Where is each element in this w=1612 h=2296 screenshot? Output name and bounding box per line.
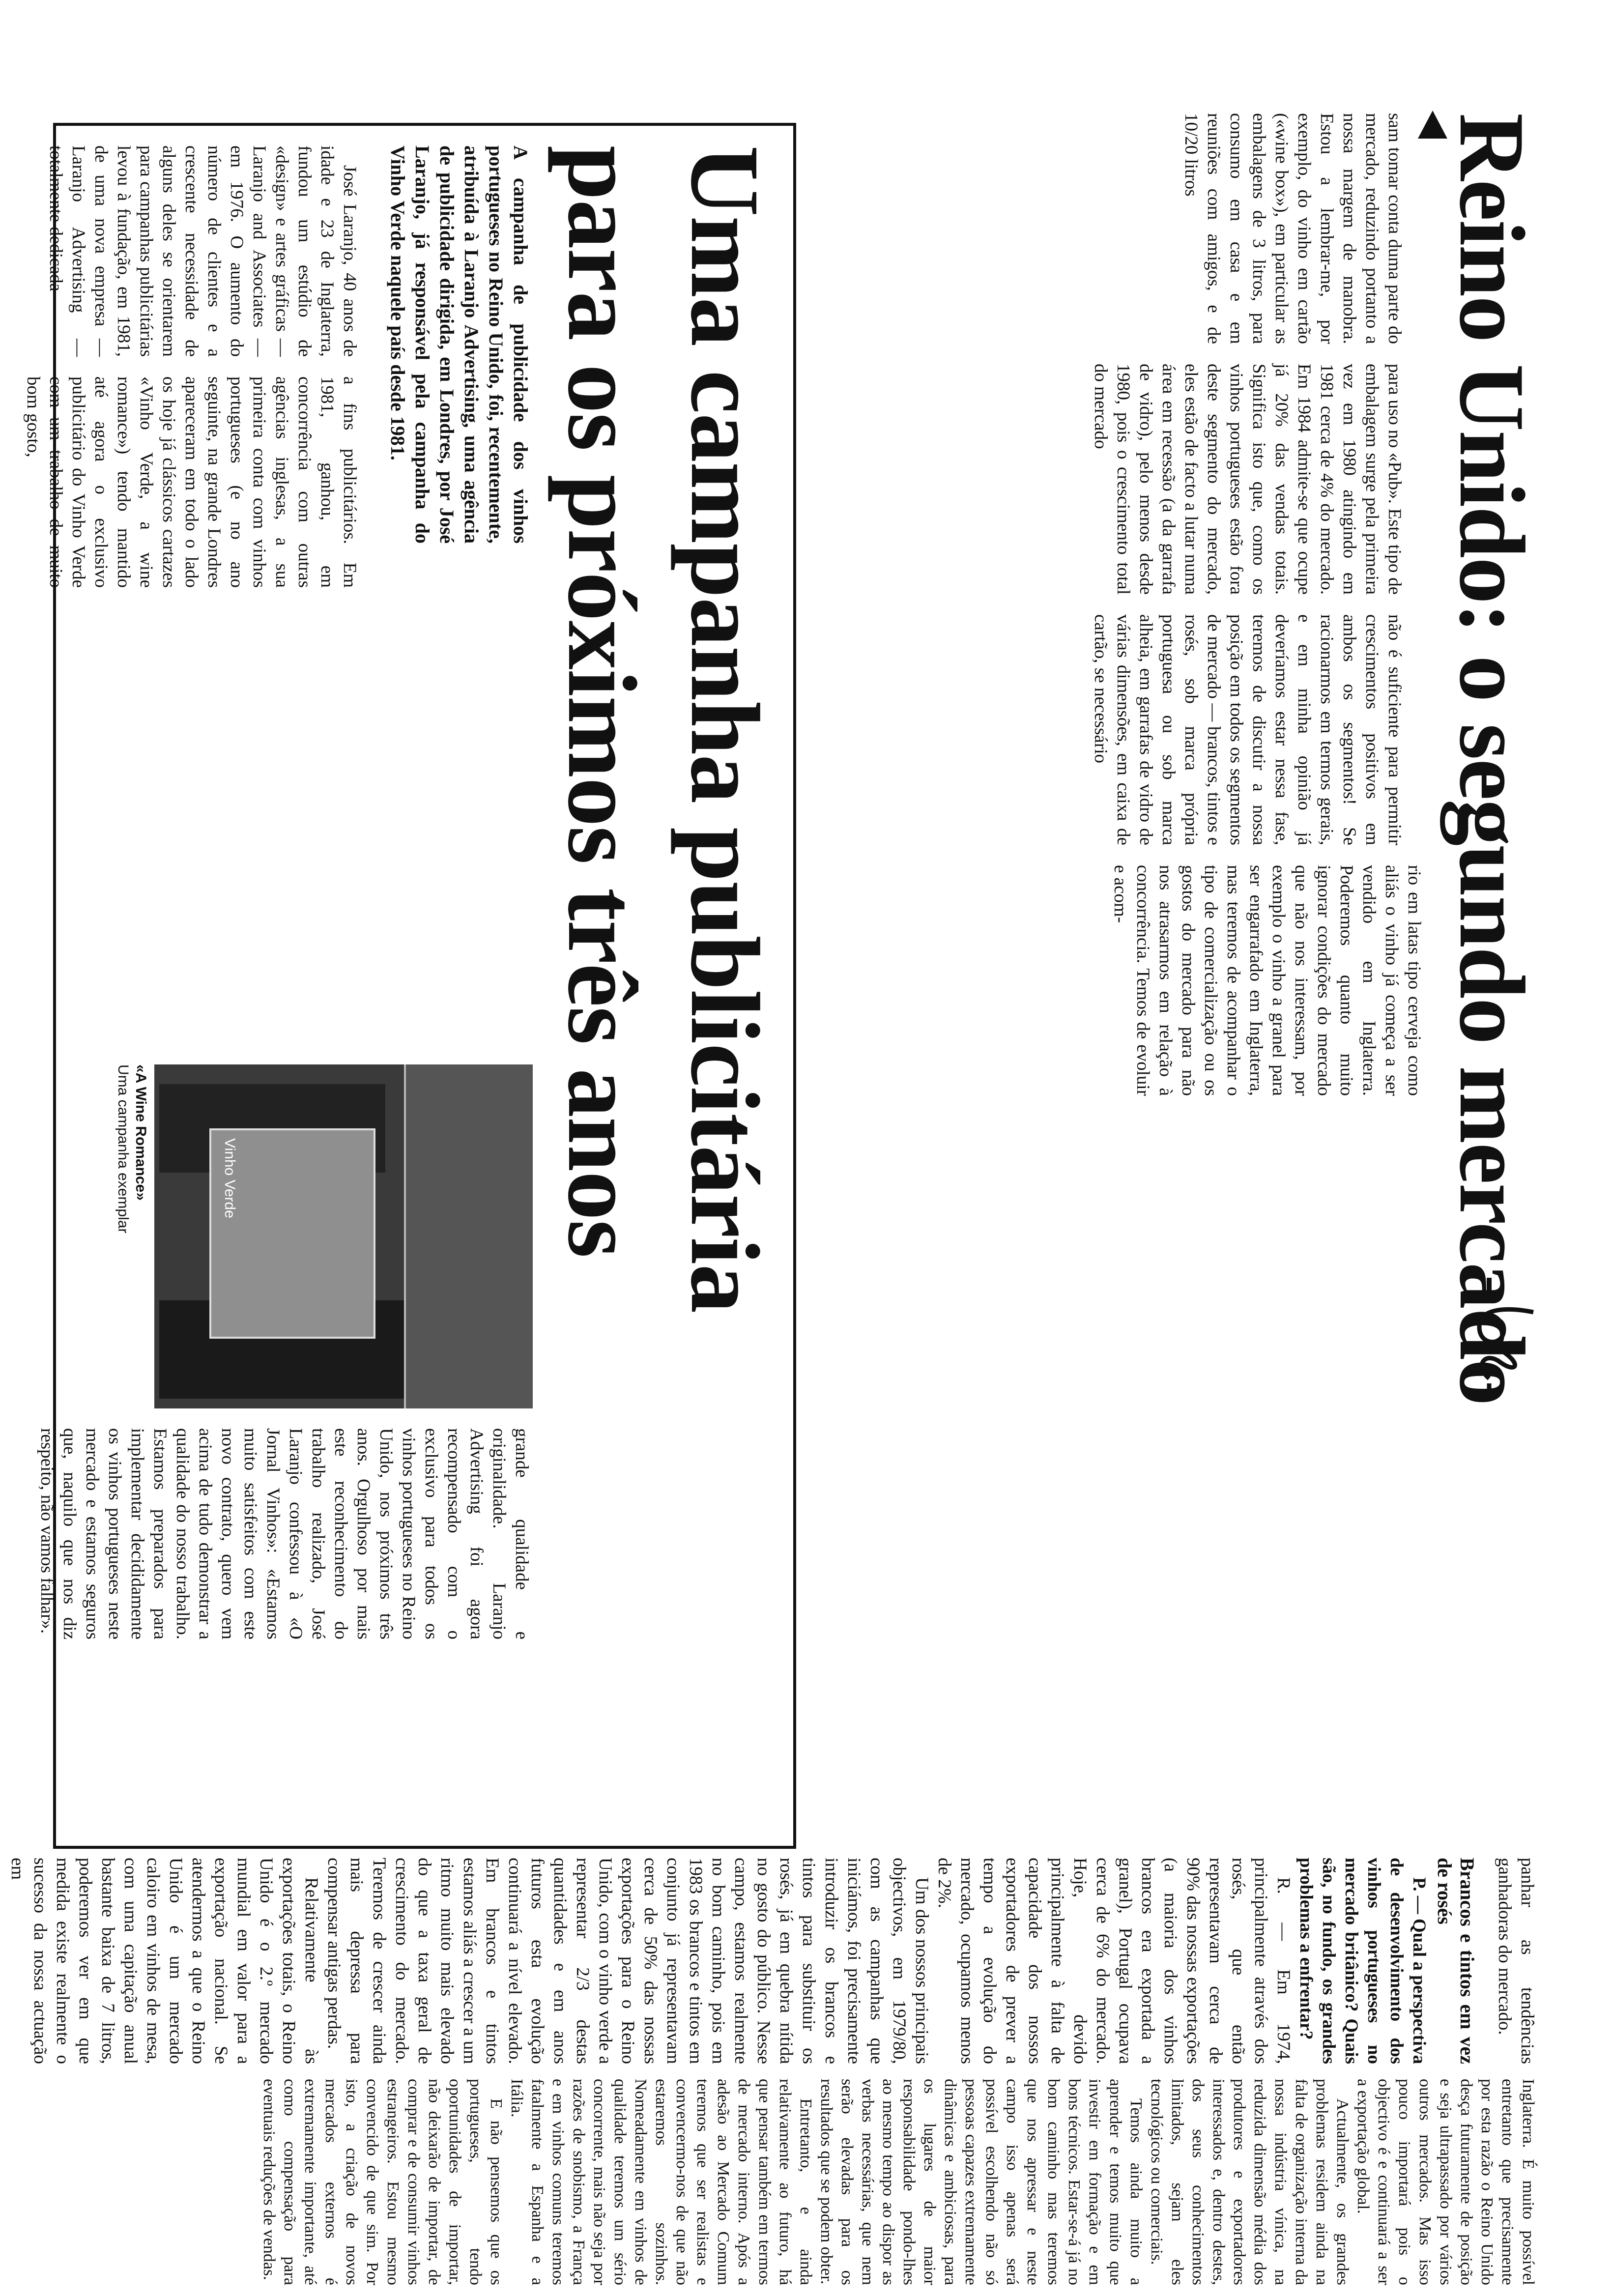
insert-column-2: a fins publicitários. Em 1981, ganhou, em concorrência com outras agências inglesas, a sua primeira conta com vinhos portugueses (e no ano seguinte, na grande Londres apareceram em todo o lado os hoje já clássicos cartazes «Vinho Verde, a wine romance») tendo mantido até agora o exclusivo publicitário do Vinho Verde com um trabalho de muito bom gosto,	[23, 376, 360, 588]
subheading: Brancos e tintos em vez de rosés	[1434, 1858, 1478, 2064]
headline: Reino Unido: o segundo mercado	[1440, 113, 1543, 1405]
article-column-3: não é suficiente para permitir crescimentos positivos em ambos os segmentos! Se racionarmos em termos gerais, e em minha opinião já deveríamos estar nessa fase, teremos de discutir a nossa posição em todos os segmentos de mercado — brancos, tintos e rosés, sob marca própria portuguesa ou sob marca alheia, em garrafas de vidro de várias dimensões, em caixa de cartão, se necessário	[1091, 614, 1405, 845]
article-column-4: rio em latas tipo cerveja como aliás o vinho já começa a ser vendido em Inglaterra. Poderemos quanto muito ignorar condições do mercado que não nos interessam, por exemplo o vinho a granel para ser engarrafado em Inglaterra, mas teremos de acompanhar o tipo de comercialização ou os gostos do mercado para não nos atrasarmos em relação à concorrência. Temos de evoluir e acom-	[1110, 865, 1424, 1096]
handwritten-mark	[1460, 1273, 1553, 1401]
article-column-2: para uso no «Pub». Este tipo de embalagem surge pela primeira vez em 1980 atingindo em 1981 cerca de 4% do mercado. Em 1984 admite-se que ocupe já 20% das vendas totais. Significa isto que, como os vinhos portugueses estão fora deste segmento do mercado, eles estão de facto a lutar numa área em recessão (a da garrafa de vidro), pelo menos desde 1980, pois o crescimento total do mercado	[1091, 364, 1405, 595]
article-column-right-1: Inglaterra. É muito possível entretanto que precisamente por esta razão o Reino Unido desça futuramente de posição e seja ultrapassado por vários outros mercados. Mas isso pouco importará pois o objectivo é e continuará a ser a exportação global. Actualmente, os grandes problemas residem ainda na falta de organização interna da nossa indústria vínica, na reduzida dimensão média dos produtores e exportadores interessados e, dentro destes, dos seus conhecimentos limitados, sejam eles tecnológicos ou comerciais. Temos ainda muito a aprender e temos muito que investir em formação e em bons técnicos. Estar-se-á já no bom caminho mas teremos que nos apressar e neste campo isso apenas será possível escolhendo não só pessoas capazes extremamente dinâmicas e ambiciosas, para os lugares de maior responsabilidade pondo-lhes ao mesmo tempo ao dispor as verbas necessárias, que nem serão elevadas para os resultados que se podem obter. Entretanto, e ainda relativamente ao futuro, há que pensar também em termos de mercado interno. Após a adesão ao Mercado Comum teremos que ser realistas e convencermo-nos de que não estaremos sozinhos. Nomeadamente em vinhos de qualidade teremos um sério concorrente, mais não seja por razões de snobismo, a França e em vinhos comuns teremos fatalmente a Espanha e a Itália. E não pensemos que os portugueses, tendo oportunidades de importar, não deixarão de importar, de comprar e de consumir vinhos estrangeiros. Estou mesmo convencido de que sim. Por isto, a criação de novos mercados externos é extremamente importante, até como compensação para eventuais reduções de vendas.	[260, 2079, 1537, 2285]
campaign-photo	[154, 1064, 533, 1408]
insert-column-1: José Laranjo, 40 anos de idade e 23 de Inglaterra, fundou um estúdio de «design» e artes gráficas — Laranjo and Associates — em 1976. O aumento do número de clientes e a crescente necessidade de alguns deles se orientarem para campanhas publicitárias levou à fundação, em 1981, de uma nova empresa — Laranjo Advertising — totalmente dedicada	[46, 145, 360, 357]
article-column-1: sam tomar conta duma parte do mercado, reduzindo portanto a nossa margem de manobra. Estou a lembrar-me, por exemplo, do vinho em cartão («wine box»), em particular as embalagens de 3 litros, para consumo em casa e em reuniões com amigos, e de 10/20 litros	[1181, 113, 1405, 344]
arrow-marker-icon	[1415, 108, 1450, 143]
campaign-insert-box	[23, 123, 796, 1849]
insert-column-3: grande qualidade e originalidade. Laranjo Advertising foi agora recompensado com o exclusivo para todos os vinhos portugueses no Reino Unido, nos próximos três anos. Orgulhoso por mais este reconhecimento do trabalho realizado, José Laranjo confessou à «O Jornal Vinhos»: «Estamos muito satisfeitos com este novo contrato, quero vem acima de tudo demonstrar a qualidade do nosso trabalho. Estamos preparados para implementar decididamente os vinhos portugueses neste mercado e estamos seguros que, naquilo que nos diz respeito, não vamos falhar».	[37, 1428, 532, 1639]
photo-caption: «A Wine Romance» Uma campanha exemplar	[115, 1064, 149, 1234]
insert-title-line-1: Uma campanha publicitária	[670, 145, 779, 1313]
article-column-qa-1: panhar as tendências ganhadoras do mercado. Brancos e tintos em vez de rosés P. — Qual a perspectiva de desenvolvimento dos vinhos portugueses no mercado britânico? Quais são, no fundo, os grandes problemas a enfrentar? R. — Em 1974, principalmente através dos rosés, que então representavam cerca de 90% das nossas exportações (a maioria dos vinhos brancos era exportada a granel), Portugal ocupava cerca de 6% do mercado. Hoje, devido principalmente à falta de capacidade dos nossos exportadores de prever a tempo a evolução do mercado, ocupamos menos de 2%. Um dos nossos principais objectivos, em 1979/80, com as campanhas que iniciámos, foi precisamente introduzir os brancos e tintos para substituir os rosés, já em quebra nítida no gosto do público. Nesse campo, estamos realmente no bom caminho, pois em 1983 os brancos e tintos em conjunto já representavam cerca de 50% das nossas exportações para o Reino Unido, com o vinho verde a representar 2/3 destas quantidades e em anos futuros esta evolução continuará a nível elevado. Em brancos e tintos estamos aliás a crescer a um ritmo muito mais elevado do que a taxa geral de crescimento do mercado. Teremos de crescer ainda mais depressa para compensar antigas perdas. Relativamente às exportações totais, o Reino Unido é o 2.º mercado mundial em valor para a exportação nacional. Se atendermos a que o Reino Unido é um mercado caloiro em vinhos de mesa, com uma capitação anual bastante baixa de 7 litros, poderemos ver em que medida existe realmente o sucesso da nossa actuação em	[7, 1858, 1537, 2064]
question: P. — Qual a perspectiva de desenvolvimento dos vinhos portugueses no mercado britânico? Quais são, no fundo, os grandes problemas a enfrentar?	[1296, 1858, 1429, 2064]
insert-lead: A campanha de publicidade dos vinhos portugueses no Reino Unido, foi, recentemente, atribuída à Laranjo Advertising, uma agência de publicidade dirigida, em Londres, por José Laranjo, já responsável pela campanha do Vinho Verde naquele país desde 1981.	[387, 145, 532, 544]
poster-label: Vinho Verde	[222, 1138, 238, 1218]
insert-title-line-2: para os próximos três anos	[547, 145, 656, 1258]
